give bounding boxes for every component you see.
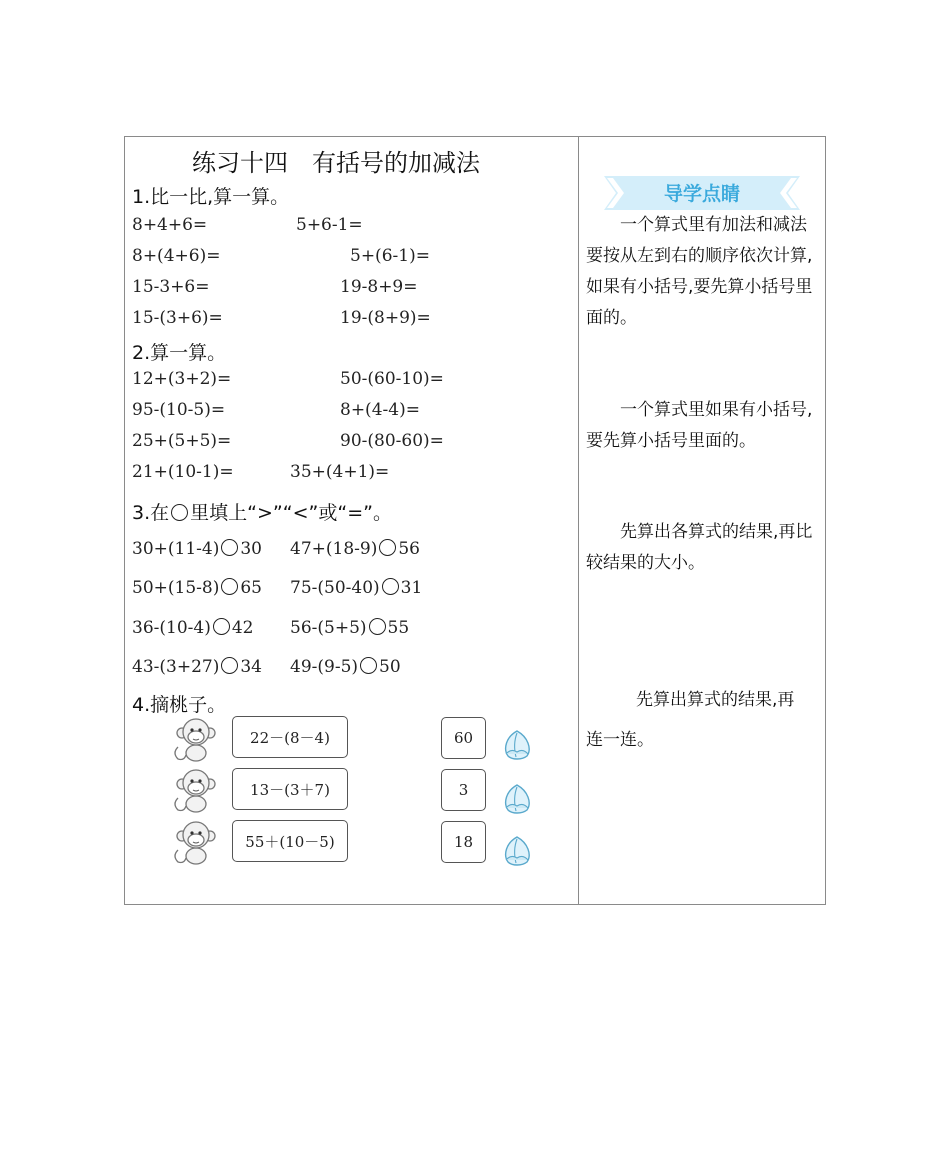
compare-right: 34 xyxy=(240,657,262,677)
answer-box[interactable]: 60 xyxy=(441,717,486,759)
compare-left: 50+(15-8) xyxy=(132,578,220,598)
compare-left: 56-(5+5) xyxy=(290,618,367,638)
monkey-icon xyxy=(172,717,220,763)
compare-left: 49-(9-5) xyxy=(290,657,359,677)
equation: 19-8+9= xyxy=(340,277,418,297)
peach-icon xyxy=(500,727,534,761)
compare-item xyxy=(290,618,409,638)
section-3-suffix: 里填上“>”“<”或“=”。 xyxy=(190,502,392,524)
section-2-heading: 2.算一算。 xyxy=(132,342,227,364)
monkey-icon xyxy=(172,820,220,866)
circle-icon xyxy=(171,504,188,521)
compare-item xyxy=(132,657,262,677)
column-divider xyxy=(578,136,579,905)
compare-right: 31 xyxy=(400,578,423,598)
equation: 15-3+6= xyxy=(132,277,210,297)
compare-item xyxy=(132,618,253,638)
monkey-icon xyxy=(172,768,220,814)
answer-circle[interactable] xyxy=(382,578,399,595)
guide-tip: 一个算式里有加法和减法要按从左到右的顺序依次计算,如果有小括号,要先算小括号里面的。 xyxy=(586,215,813,328)
equation: 12+(3+2)= xyxy=(132,369,232,389)
equation: 21+(10-1)= xyxy=(132,462,234,482)
answer-circle[interactable] xyxy=(221,657,238,674)
answer-circle[interactable] xyxy=(213,618,230,635)
guide-tip: 一个算式里如果有小括号,要先算小括号里面的。 xyxy=(586,400,813,451)
section-3-prefix: 3.在 xyxy=(132,502,170,524)
equation: 5+6-1= xyxy=(296,215,363,235)
compare-left: 43-(3+27) xyxy=(132,657,220,677)
compare-right: 56 xyxy=(398,539,420,559)
compare-item xyxy=(290,657,401,677)
answer-circle[interactable] xyxy=(221,578,238,595)
compare-left: 47+(18-9) xyxy=(290,539,378,559)
compare-right: 50 xyxy=(379,657,401,677)
equation: 5+(6-1)= xyxy=(350,246,430,266)
equation: 95-(10-5)= xyxy=(132,400,226,420)
compare-right: 42 xyxy=(231,618,254,638)
compare-item xyxy=(132,539,262,559)
answer-box[interactable]: 3 xyxy=(441,769,486,811)
page-title: 练习十四 有括号的加减法 xyxy=(192,149,480,177)
equation: 19-(8+9)= xyxy=(340,308,431,328)
peach-icon xyxy=(500,781,534,815)
equation: 8+(4+6)= xyxy=(132,246,221,266)
compare-left: 75-(50-40) xyxy=(290,578,380,598)
compare-item xyxy=(132,578,262,598)
expression-box[interactable]: 13－(3＋7) xyxy=(232,768,348,810)
equation: 8+4+6= xyxy=(132,215,208,235)
expression-box[interactable]: 55＋(10－5) xyxy=(232,820,348,862)
expression-box[interactable]: 22－(8－4) xyxy=(232,716,348,758)
compare-right: 55 xyxy=(387,618,410,638)
equation: 8+(4-4)= xyxy=(340,400,420,420)
guide-tip: 先算出各算式的结果,再比较结果的大小。 xyxy=(586,522,813,573)
compare-right: 65 xyxy=(240,578,262,598)
compare-item xyxy=(290,539,420,559)
peach-icon xyxy=(500,833,534,867)
guide-tip: 先算出算式的结果,再连一连。 xyxy=(586,690,795,750)
answer-circle[interactable] xyxy=(369,618,386,635)
answer-box[interactable]: 18 xyxy=(441,821,486,863)
equation: 50-(60-10)= xyxy=(340,369,444,389)
answer-circle[interactable] xyxy=(379,539,396,556)
section-3-heading xyxy=(132,498,392,525)
equation: 25+(5+5)= xyxy=(132,431,232,451)
compare-left: 30+(11-4) xyxy=(132,539,220,559)
answer-circle[interactable] xyxy=(221,539,238,556)
section-4-heading: 4.摘桃子。 xyxy=(132,694,227,716)
section-1-heading: 1.比一比,算一算。 xyxy=(132,186,290,208)
equation: 90-(80-60)= xyxy=(340,431,444,451)
answer-circle[interactable] xyxy=(360,657,377,674)
equation: 15-(3+6)= xyxy=(132,308,223,328)
compare-item xyxy=(290,578,422,598)
guide-banner-title: 导学点睛 xyxy=(663,183,740,205)
compare-left: 36-(10-4) xyxy=(132,618,211,638)
compare-right: 30 xyxy=(240,539,262,559)
equation: 35+(4+1)= xyxy=(290,462,390,482)
